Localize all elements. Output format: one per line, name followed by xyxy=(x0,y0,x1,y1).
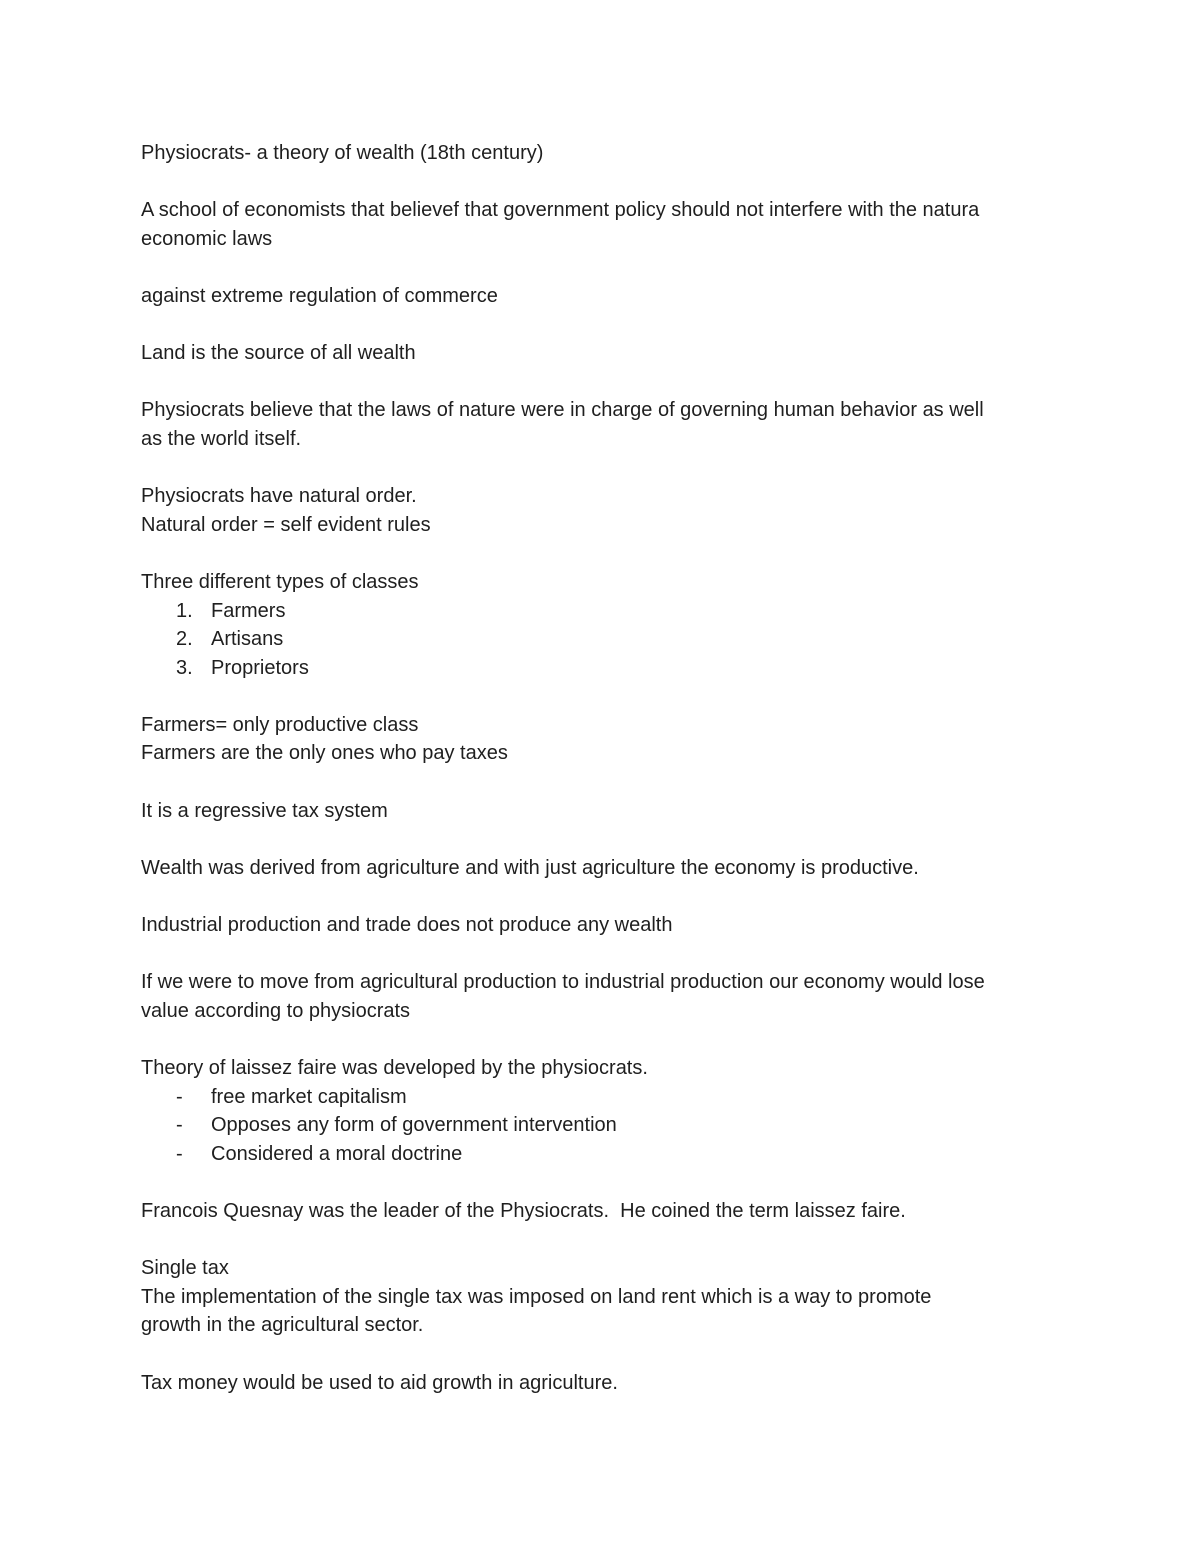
spacer xyxy=(141,825,1071,854)
classes-list xyxy=(141,597,1071,683)
list-item xyxy=(141,1083,1071,1112)
paragraph-quesnay: Francois Quesnay was the leader of the Physiocrats. He coined the term laissez faire. xyxy=(141,1199,906,1222)
list-item-text: Artisans xyxy=(211,628,284,651)
single-tax-heading: Single tax xyxy=(141,1257,229,1280)
list-item-text: Proprietors xyxy=(211,656,309,679)
dash-bullet: - xyxy=(176,1142,183,1165)
list-number: 1. xyxy=(176,599,193,622)
spacer xyxy=(141,454,1071,483)
paragraph-laws-line-2: as the world itself. xyxy=(141,427,302,450)
spacer xyxy=(141,940,1071,969)
classes-heading: Three different types of classes xyxy=(141,570,419,593)
paragraph-farmers-1: Farmers= only productive class xyxy=(141,713,419,736)
list-item xyxy=(141,597,1071,626)
spacer xyxy=(141,168,1071,197)
list-item xyxy=(141,654,1071,683)
list-item xyxy=(141,1140,1071,1169)
laissez-list xyxy=(141,1083,1071,1169)
paragraph-school-line-2: economic laws xyxy=(141,227,273,250)
paragraph-single-tax-line-1: The implementation of the single tax was imposed on land rent which is a way to promote xyxy=(141,1285,932,1308)
paragraph-school-line-1: A school of economists that believef that government policy should not interfere with the natura xyxy=(141,199,980,222)
spacer xyxy=(141,682,1071,711)
spacer xyxy=(141,1340,1071,1369)
list-item-text: Farmers xyxy=(211,599,286,622)
list-item-text: Opposes any form of government intervention xyxy=(211,1114,617,1137)
paragraph-regressive: It is a regressive tax system xyxy=(141,799,388,822)
spacer xyxy=(141,253,1071,282)
dash-bullet: - xyxy=(176,1114,183,1137)
paragraph-laws-line-1: Physiocrats believe that the laws of nature were in charge of governing human behavior as well xyxy=(141,399,984,422)
list-item-text: free market capitalism xyxy=(211,1085,407,1108)
list-number: 2. xyxy=(176,628,193,651)
paragraph-industrial: Industrial production and trade does not produce any wealth xyxy=(141,914,673,937)
list-item-text: Considered a moral doctrine xyxy=(211,1142,463,1165)
spacer xyxy=(141,1025,1071,1054)
document-page xyxy=(141,139,1071,1397)
spacer xyxy=(141,311,1071,340)
paragraph-wealth-agriculture: Wealth was derived from agriculture and with just agriculture the economy is productive. xyxy=(141,856,919,879)
paragraph-regulation: against extreme regulation of commerce xyxy=(141,284,498,307)
paragraph-tax-money: Tax money would be used to aid growth in agriculture. xyxy=(141,1371,618,1394)
spacer xyxy=(141,368,1071,397)
laissez-heading: Theory of laissez faire was developed by the physiocrats. xyxy=(141,1057,648,1079)
paragraph-natural-order-2: Natural order = self evident rules xyxy=(141,513,431,536)
spacer xyxy=(141,1168,1071,1197)
paragraph-natural-order-1: Physiocrats have natural order. xyxy=(141,485,417,508)
list-item xyxy=(141,625,1071,654)
spacer xyxy=(141,768,1071,797)
paragraph-move-line-1: If we were to move from agricultural production to industrial production our economy would lose xyxy=(141,971,985,994)
paragraph-move-line-2: value according to physiocrats xyxy=(141,999,411,1022)
spacer xyxy=(141,882,1071,911)
dash-bullet: - xyxy=(176,1085,183,1108)
list-item xyxy=(141,1111,1071,1140)
paragraph-land: Land is the source of all wealth xyxy=(141,342,416,365)
paragraph-farmers-2: Farmers are the only ones who pay taxes xyxy=(141,742,508,765)
document-title: Physiocrats- a theory of wealth (18th century) xyxy=(141,142,544,164)
list-number: 3. xyxy=(176,656,193,679)
spacer xyxy=(141,539,1071,568)
spacer xyxy=(141,1226,1071,1255)
paragraph-single-tax-line-2: growth in the agricultural sector. xyxy=(141,1314,424,1337)
